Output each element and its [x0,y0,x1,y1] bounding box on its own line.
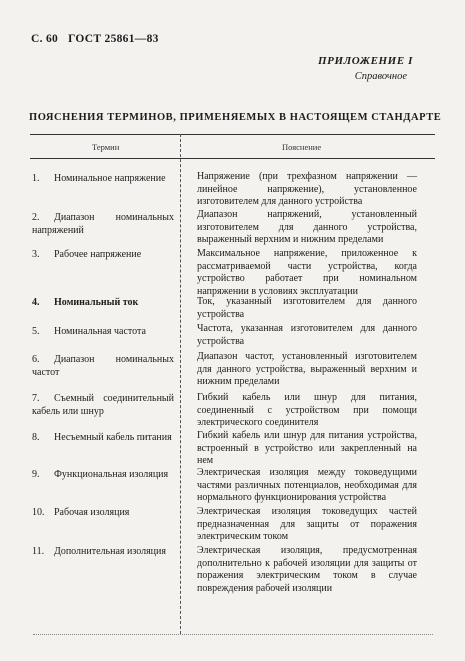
term-number: 5. [32,326,40,337]
standard-number: ГОСТ 25861—83 [68,33,159,45]
table-row-explanation: Электрическая изоляция, предусмотренная дополнительно к рабочей изоляции для защиты от поражения электрическим током в случае повреждения рабочей изоляции [197,545,417,594]
term-text: Номинальный ток [54,297,139,308]
table-row-term [32,506,174,519]
table-row-explanation: Гибкий кабель или шнур для питания, соединенный с устройством при помощи электрического соединителя [197,392,417,428]
term-text: Дополнительная изоляция [54,546,166,557]
term-text: Диапазон номинальных частот [32,354,174,378]
term-text: Диапазон номинальных напряжений [32,212,174,236]
table-row-explanation: Электрическая изоляция токоведущих частей предназначенная для защиты от поражения электрическим током [197,506,417,542]
table-row-explanation: Гибкий кабель или шнур для питания устройства, встроенный в устройство или закрепленный на нем [197,430,417,466]
term-text: Функциональная изоляция [54,469,169,480]
term-text: Номинальное напряжение [54,173,166,184]
term-text: Рабочее напряжение [54,249,142,260]
table-row-explanation: Частота, указанная изготовителем для данного устройства [197,323,417,347]
table-row-term [32,211,174,237]
table-row-term [32,296,174,309]
table-column-divider [180,134,181,634]
term-number: 9. [32,469,40,480]
term-text: Рабочая изоляция [54,507,130,518]
table-row-explanation: Напряжение (при трехфазном напряжении — линейное напряжение), установленное изготовителем для данного устройства [197,171,417,207]
table-top-rule [30,134,435,135]
table-row-explanation: Электрическая изоляция между токоведущими частями различных потенциалов, необходимая для нормального функционирования устройства [197,467,417,503]
appendix-kind: Справочное [354,71,407,82]
term-number: 2. [32,212,40,223]
table-header-rule [30,158,435,159]
page-header [31,33,159,45]
document-title: ПОЯСНЕНИЯ ТЕРМИНОВ, ПРИМЕНЯЕМЫХ В НАСТОЯЩЕМ СТАНДАРТЕ [29,112,442,123]
table-row-term [32,431,174,444]
term-number: 6. [32,354,40,365]
table-row-term [32,172,174,185]
term-text: Съемный соединительный кабель или шнур [32,393,174,417]
column-header-explanation: Пояснение [282,142,322,152]
table-row-explanation: Диапазон частот, установленный изготовителем для данного устройства, выраженный верхним и нижним пределами [197,351,417,387]
appendix-label: ПРИЛОЖЕНИЕ I [317,55,413,67]
table-row-explanation: Максимальное напряжение, приложенное к рассматриваемой части устройства, когда устройство работает при номинальном напряжении в условиях эксплуатации [197,248,417,297]
term-number: 1. [32,173,40,184]
table-row-explanation: Диапазон напряжений, установленный изготовителем для данного устройства, выраженный верхним и нижним пределами [197,209,417,245]
table-row-term [32,392,174,418]
table-row-term [32,468,174,481]
term-number: 10. [32,507,45,518]
term-number: 11. [32,546,45,557]
page-number: С. 60 [31,33,59,45]
page-bottom-rule [33,634,433,635]
term-number: 8. [32,432,40,443]
table-row-term [32,353,174,379]
table-row-term [32,248,174,261]
term-number: 3. [32,249,40,260]
table-row-explanation: Ток, указанный изготовителем для данного устройства [197,296,417,320]
column-header-term: Термин [92,142,120,152]
table-row-term [32,325,174,338]
term-number: 4. [32,297,40,308]
term-text: Несъемный кабель питания [54,432,172,443]
term-number: 7. [32,393,40,404]
table-row-term [32,545,174,558]
term-text: Номинальная частота [54,326,146,337]
